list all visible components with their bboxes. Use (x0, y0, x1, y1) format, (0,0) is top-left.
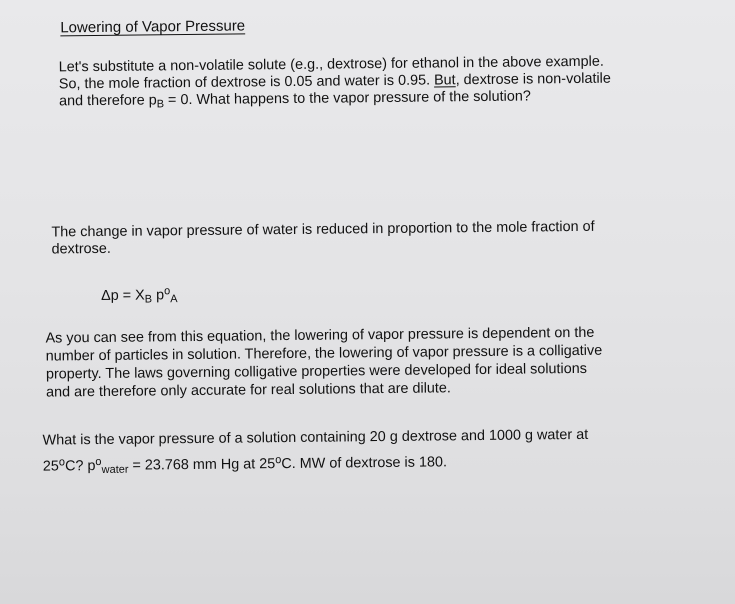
equation-superscript: o (163, 285, 171, 298)
superscript: o (275, 454, 282, 467)
subscript: water (101, 463, 129, 476)
paragraph-line: Let's substitute a non-volatile solute (e.g., dextrose) for ethanol in the above example. (58, 53, 604, 76)
paragraph-colligative (45, 324, 602, 402)
paragraph-line: As you can see from this equation, the lowering of vapor pressure is dependent on the (45, 324, 595, 347)
equation-lhs: Δp = X (101, 287, 145, 304)
paragraph-substitution (59, 54, 612, 115)
text-run: 25 (42, 458, 59, 475)
equation (101, 285, 178, 306)
text-run: C. MW of dextrose is 180. (281, 454, 448, 473)
paragraph-line: property. The laws governing colligative properties were developed for ideal solutions (45, 360, 588, 383)
equation-term: p (151, 287, 165, 304)
paragraph-change (51, 219, 594, 259)
text-run: , dextrose is non-volatile (455, 70, 611, 89)
equation-subscript: A (170, 293, 178, 306)
text-run: = 0. What happens to the vapor pressure of the solution? (163, 88, 531, 109)
paragraph-line: and are therefore only accurate for real solutions that are dilute. (46, 380, 451, 401)
paragraph-line: What is the vapor pressure of a solution containing 20 g dextrose and 1000 g water at (42, 426, 589, 449)
text-run: So, the mole fraction of dextrose is 0.05 and water is 0.95. (58, 72, 435, 93)
paragraph-line (43, 446, 589, 482)
paragraph-line (59, 88, 611, 115)
superscript: o (95, 455, 102, 469)
text-run: and therefore p (58, 92, 157, 110)
subscript: B (156, 98, 165, 111)
equation-subscript: B (144, 293, 153, 306)
paragraph-question (43, 424, 589, 482)
paragraph-line: number of particles in solution. Therefore, the lowering of vapor pressure is a colligative (45, 342, 603, 365)
superscript: o (58, 456, 66, 469)
text-run: = 23.768 mm Hg at 25 (128, 456, 276, 474)
paragraph-line: The change in vapor pressure of water is reduced in proportion to the mole fraction of (51, 218, 595, 241)
underlined-word: But (433, 72, 456, 89)
text-run: C? p (64, 458, 96, 475)
paragraph-line: dextrose. (51, 240, 111, 258)
section-heading: Lowering of Vapor Pressure (60, 17, 246, 37)
